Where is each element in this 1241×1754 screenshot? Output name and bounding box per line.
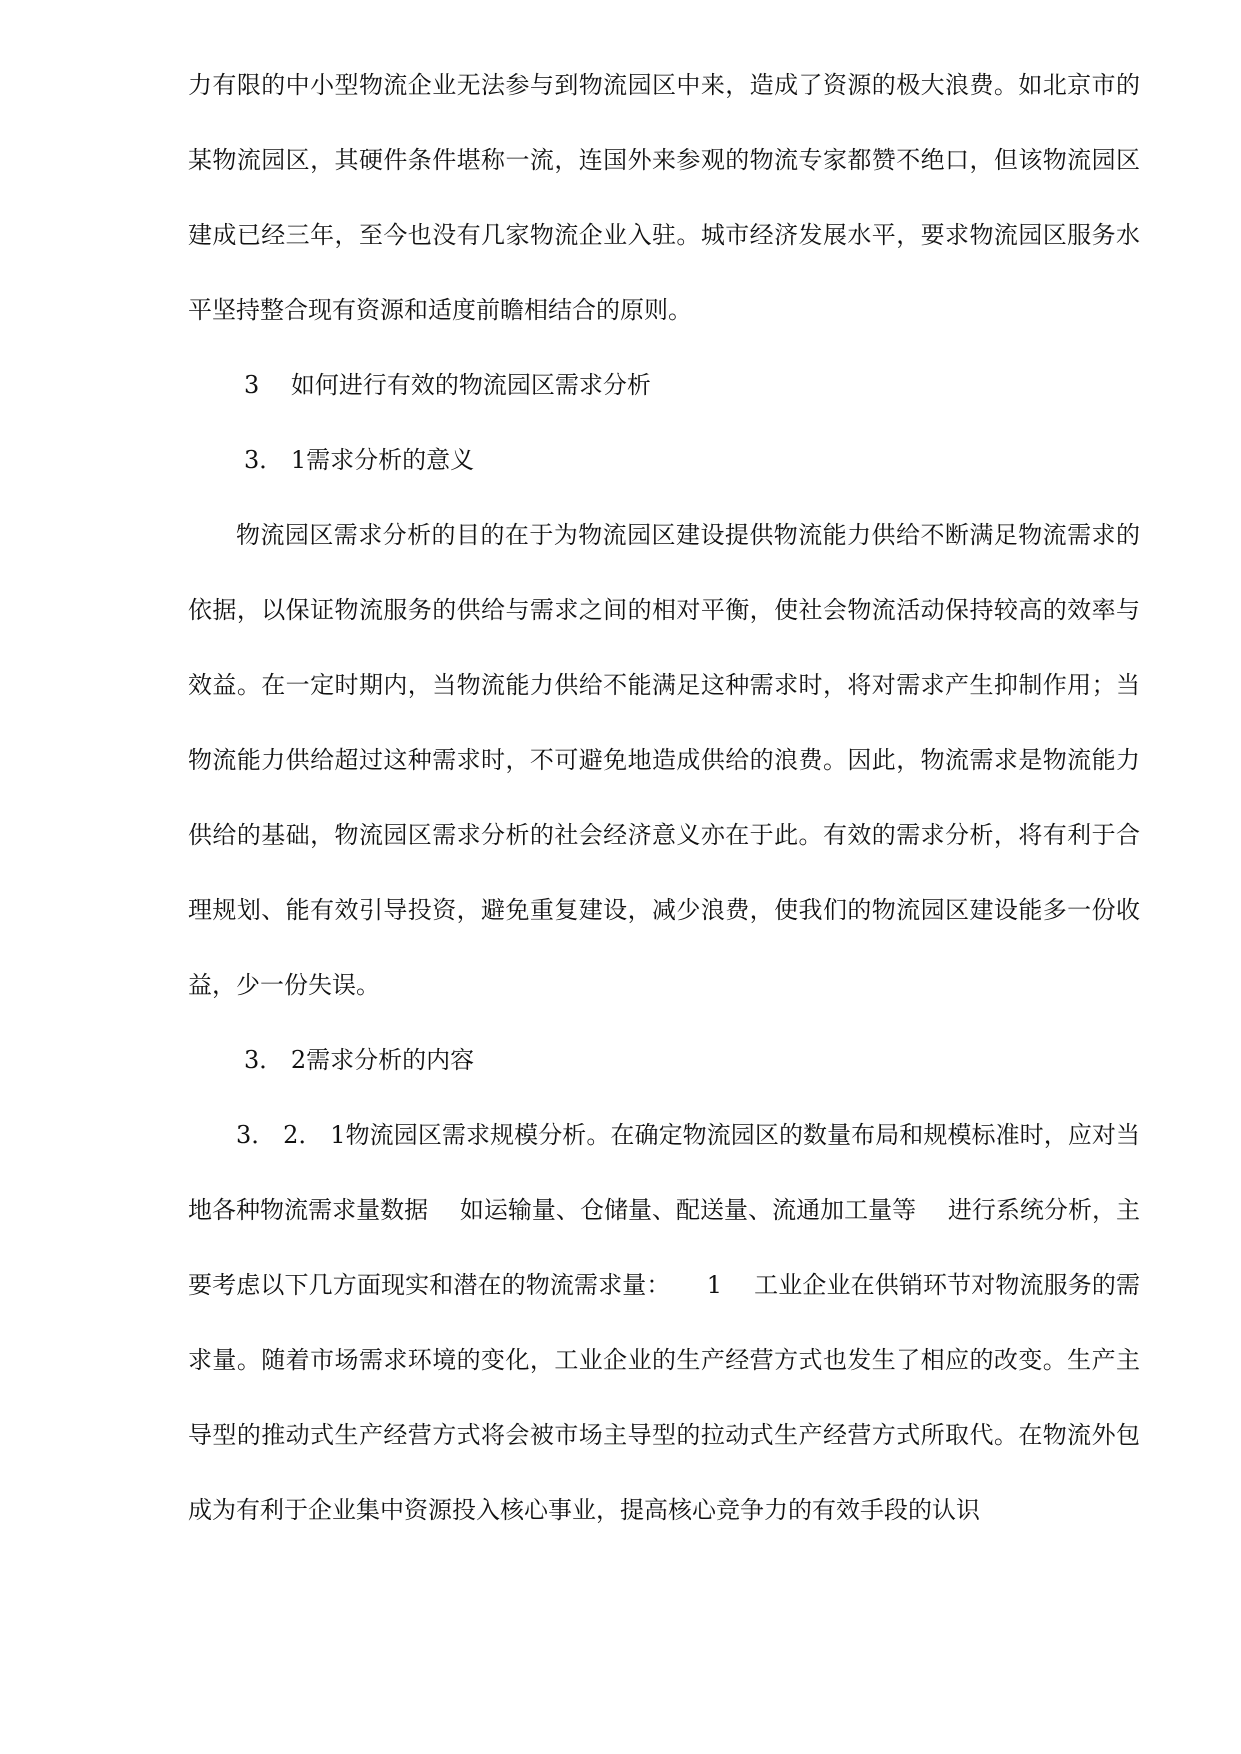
paragraph-continuation: 力有限的中小型物流企业无法参与到物流园区中来，造成了资源的极大浪费。如北京市的某物流园区，其硬件条件堪称一流，连国外来参观的物流专家都赞不绝口，但该物流园区建成已经三年，至今也没有几家物流企业入驻。城市经济发展水平，要求物流园区服务水平坚持整合现有资源和适度前瞻相结合的原则。 <box>188 71 1140 324</box>
subsection-heading-3-1: 3． 1需求分析的意义 <box>244 446 475 474</box>
subsection-heading-3-2: 3． 2需求分析的内容 <box>244 1046 475 1074</box>
paragraph-significance: 物流园区需求分析的目的在于为物流园区建设提供物流能力供给不断满足物流需求的依据，以保证物流服务的供给与需求之间的相对平衡，使社会物流活动保持较高的效率与效益。在一定时期内，当物流能力供给不能满足这种需求时，将对需求产生抑制作用；当物流能力供给超过这种需求时，不可避免地造成供给的浪费。因此，物流需求是物流能力供给的基础，物流园区需求分析的社会经济意义亦在于此。有效的需求分析，将有利于合理规划、能有效引导投资，避免重复建设，减少浪费，使我们的物流园区建设能多一份收益，少一份失误。 <box>188 521 1140 999</box>
section-heading-3: 3 如何进行有效的物流园区需求分析 <box>244 371 651 399</box>
paragraph-demand-scale: 3． 2． 1物流园区需求规模分析。在确定物流园区的数量布局和规模标准时，应对当地各种物流需求量数据 如运输量、仓储量、配送量、流通加工量等 进行系统分析，主要考虑以下几方面现实和潜在的物流需求量： 1 工业企业在供销环节对物流服务的需求量。随着市场需求环境的变化，工业企业的生产经营方式也发生了相应的改变。生产主导型的推动式生产经营方式将会被市场主导型的拉动式生产经营方式所取代。在物流外包成为有利于企业集中资源投入核心事业，提高核心竞争力的有效手段的认识 <box>188 1121 1140 1524</box>
body-text <box>188 48 1140 1548</box>
